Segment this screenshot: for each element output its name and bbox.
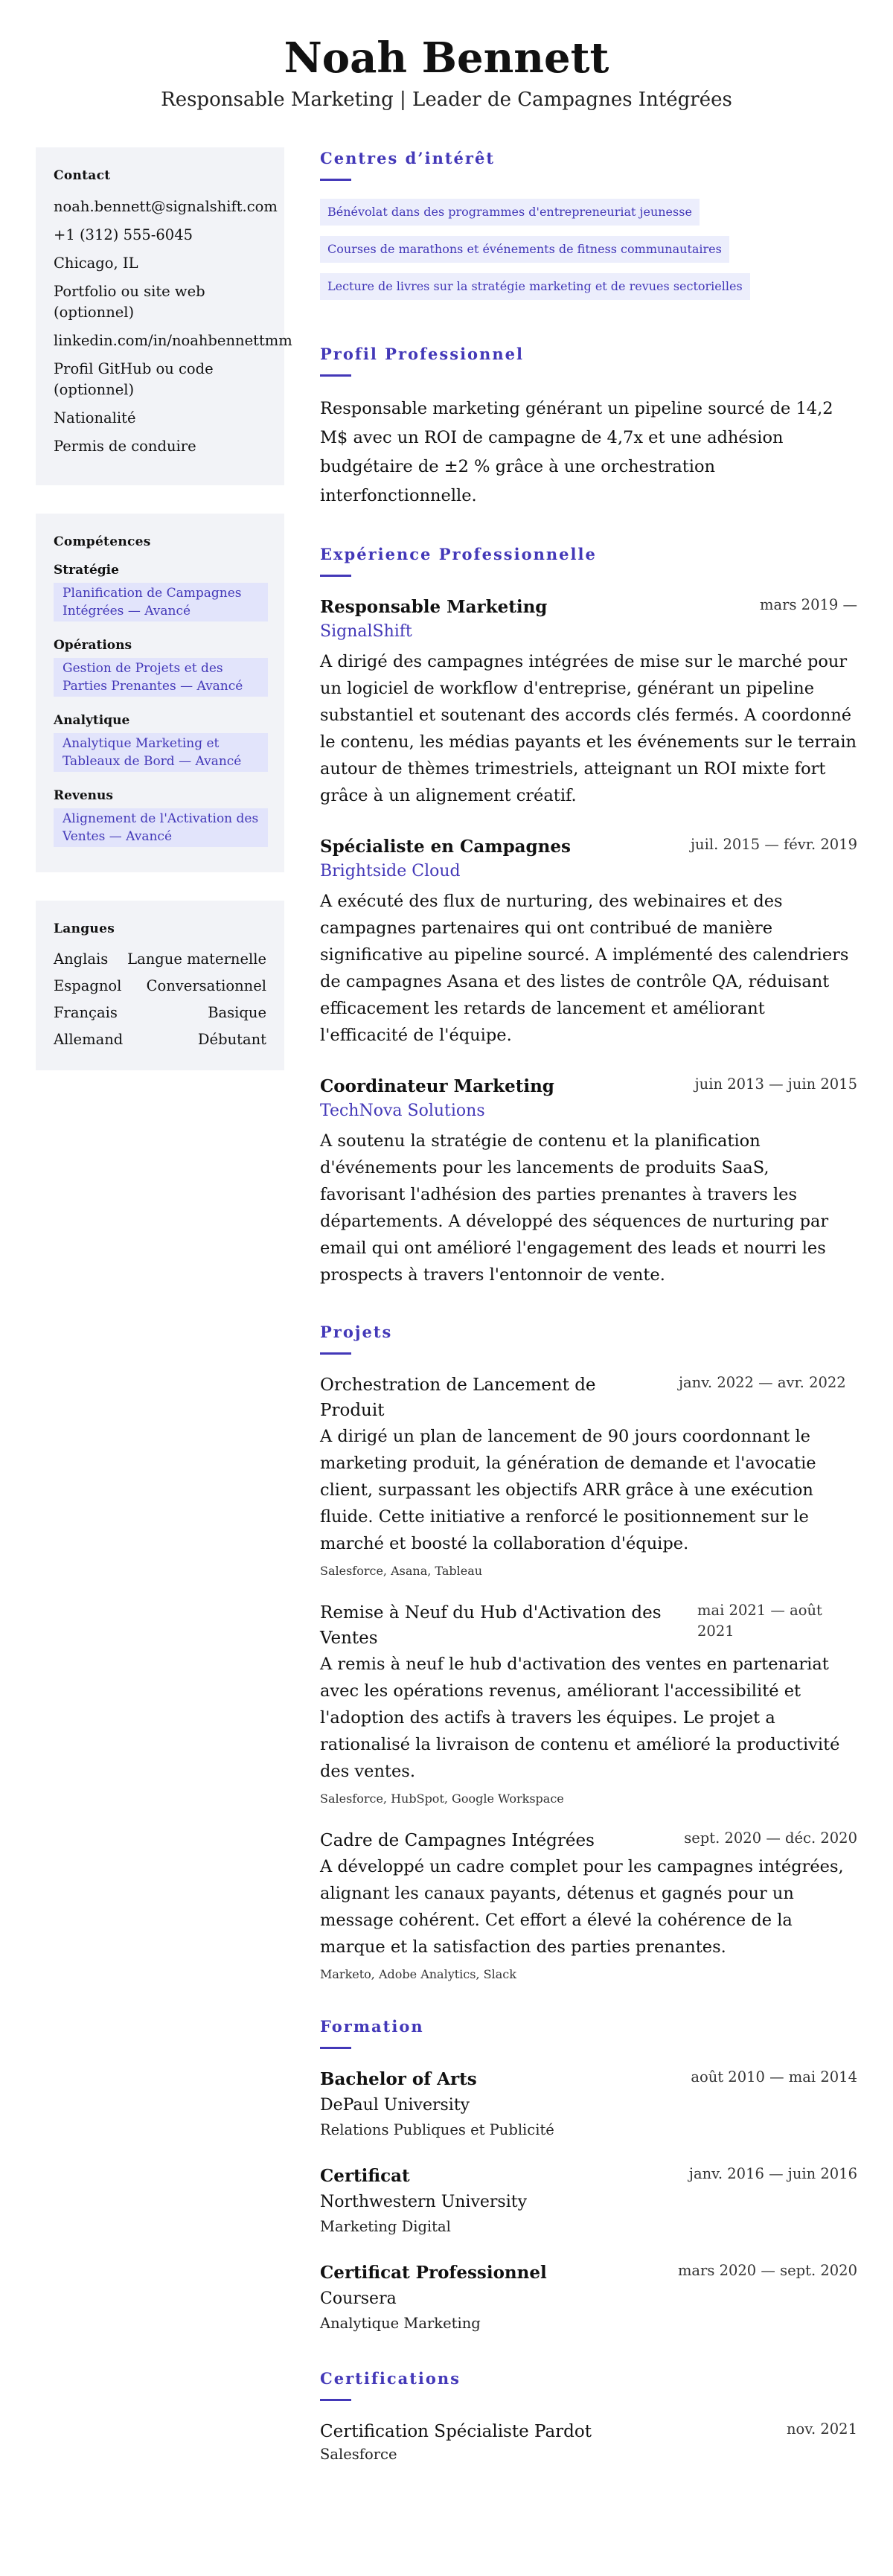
project-name: Remise à Neuf du Hub d'Activation des Ventes xyxy=(320,1603,662,1648)
job-title: Coordinateur Marketing xyxy=(320,1076,554,1096)
interest-chip: Courses de marathons et événements de fitness communautaires xyxy=(320,236,729,263)
sidebar xyxy=(36,147,292,2498)
resume-header xyxy=(36,0,857,119)
section-divider xyxy=(320,575,351,577)
skills-title: Compétences xyxy=(54,534,151,549)
language-row xyxy=(54,977,266,996)
certification-issuer: Salesforce xyxy=(320,2446,397,2463)
project-description: A développé un cadre complet pour les campagnes intégrées, alignant les canaux payants, détenus et gagnés pour un message cohérent. Cet effort a élevé la cohérence de la marque et la satisfaction des parties prenantes. xyxy=(320,1857,844,1957)
language-level: Basique xyxy=(208,1004,266,1021)
certification-entry xyxy=(320,2419,857,2465)
language-row xyxy=(54,1003,266,1023)
language-name: Espagnol xyxy=(54,977,122,994)
contact-phone[interactable]: +1 (312) 555-6045 xyxy=(54,226,193,243)
interest-chip: Lecture de livres sur la stratégie marketing et de revues sectorielles xyxy=(320,273,750,300)
candidate-headline: Responsable Marketing | Leader de Campagnes Intégrées xyxy=(161,89,732,111)
language-level: Conversationnel xyxy=(146,977,266,994)
contact-nationality: Nationalité xyxy=(54,409,136,426)
entry-header xyxy=(320,834,857,860)
experience-entry xyxy=(320,595,857,809)
entry-header xyxy=(320,2164,857,2189)
project-entry xyxy=(320,1600,857,1807)
job-description: A soutenu la stratégie de contenu et la planification d'événements pour les lancements de produits SaaS, favorisant l'adhésion des parties prenantes à travers les départements. A développé des séquences de nurturing par email qui ont amélioré l'engagement des leads et nourri les prospects à travers l'entonnoir de vente. xyxy=(320,1131,829,1285)
main-content xyxy=(320,147,857,2498)
company-name: TechNova Solutions xyxy=(320,1102,485,1120)
field-of-study: Marketing Digital xyxy=(320,2218,451,2235)
project-entry xyxy=(320,1828,857,1983)
section-title: Expérience Professionnelle xyxy=(320,545,597,563)
skill-group xyxy=(54,638,266,697)
language-name: Anglais xyxy=(54,950,109,968)
project-name: Cadre de Campagnes Intégrées xyxy=(320,1831,595,1850)
project-tools: Marketo, Adobe Analytics, Slack xyxy=(320,1967,516,1981)
job-title: Spécialiste en Campagnes xyxy=(320,837,571,857)
section-divider xyxy=(320,2047,351,2049)
contact-email[interactable]: noah.bennett@signalshift.com xyxy=(54,198,278,215)
job-description: A dirigé des campagnes intégrées de mise sur le marché pour un logiciel de workflow d'entreprise, générant un pipeline substantiel et soutenant des accords clés fermés. A coordonné le contenu, les médias payants et les événements sur le terrain autour de thèmes trimestriels, atteignant un ROI mixte fort grâce à un alignement créatif. xyxy=(320,652,857,805)
entry-header xyxy=(320,1828,857,1853)
job-title: Responsable Marketing xyxy=(320,597,548,617)
profile-section xyxy=(320,343,857,511)
language-level: Langue maternelle xyxy=(127,950,266,968)
certification-name: Certification Spécialiste Pardot xyxy=(320,2422,592,2441)
education-entry xyxy=(320,2164,857,2238)
skill-group-title: Analytique xyxy=(54,713,130,728)
degree-name: Certificat xyxy=(320,2166,410,2186)
skill-chip: Gestion de Projets et des Parties Prenantes — Avancé xyxy=(54,658,268,697)
institution-name: Northwestern University xyxy=(320,2193,528,2211)
section-title: Profil Professionnel xyxy=(320,345,524,363)
projects-section xyxy=(320,1321,857,1983)
interest-chip: Bénévolat dans des programmes d'entrepreneuriat jeunesse xyxy=(320,199,700,226)
section-divider xyxy=(320,374,351,377)
entry-header xyxy=(320,2419,857,2444)
company-name: Brightside Cloud xyxy=(320,862,461,880)
certifications-section xyxy=(320,2368,857,2465)
skill-chip: Planification de Campagnes Intégrées — Avancé xyxy=(54,583,268,621)
contact-location: Chicago, IL xyxy=(54,255,138,272)
section-divider xyxy=(320,2399,351,2401)
interests-section xyxy=(320,147,857,310)
contact-portfolio[interactable]: Portfolio ou site web (optionnel) xyxy=(54,283,205,321)
contact-github[interactable]: Profil GitHub ou code (optionnel) xyxy=(54,360,214,398)
project-description: A remis à neuf le hub d'activation des ventes en partenariat avec les opérations revenus, améliorant l'accessibilité et l'adoption des actifs à travers les équipes. Le projet a rationalisé la livraison de contenu et amélioré la productivité des ventes. xyxy=(320,1655,840,1781)
entry-header xyxy=(320,2067,857,2092)
project-name: Orchestration de Lancement de Produit xyxy=(320,1375,596,1420)
skill-group xyxy=(54,713,266,772)
section-divider xyxy=(320,1352,351,1355)
section-title: Projets xyxy=(320,1323,393,1341)
skills-card xyxy=(36,514,284,872)
job-description: A exécuté des flux de nurturing, des webinaires et des campagnes partenaires qui ont contribué de manière significative au pipeline sourcé. A implémenté des calendriers de campagnes Asana et des listes de contrôle QA, réduisant efficacement les retards de lancement et améliorant l'efficacité de l'équipe. xyxy=(320,892,849,1045)
education-section xyxy=(320,2016,857,2335)
experience-section xyxy=(320,543,857,1288)
education-dates: mars 2020 — sept. 2020 xyxy=(677,2262,857,2279)
skill-chip: Analytique Marketing et Tableaux de Bord — Avancé xyxy=(54,733,268,772)
contact-linkedin[interactable]: linkedin.com/in/noahbennettmm xyxy=(54,332,292,349)
company-name: SignalShift xyxy=(320,622,412,641)
field-of-study: Relations Publiques et Publicité xyxy=(320,2121,554,2138)
field-of-study: Analytique Marketing xyxy=(320,2315,481,2332)
language-name: Allemand xyxy=(54,1031,124,1048)
certification-date: nov. 2021 xyxy=(786,2420,857,2438)
skill-group-title: Revenus xyxy=(54,788,113,803)
section-title: Centres d’intérêt xyxy=(320,149,496,167)
entry-header xyxy=(320,2260,857,2286)
project-tools: Salesforce, Asana, Tableau xyxy=(320,1564,483,1578)
skill-group xyxy=(54,563,266,621)
language-name: Français xyxy=(54,1004,118,1021)
language-row xyxy=(54,950,266,969)
education-dates: janv. 2016 — juin 2016 xyxy=(688,2165,857,2182)
job-dates: mars 2019 — xyxy=(760,596,857,613)
contact-title: Contact xyxy=(54,168,111,183)
language-level: Débutant xyxy=(197,1031,266,1048)
job-dates: juin 2013 — juin 2015 xyxy=(694,1076,857,1093)
project-description: A dirigé un plan de lancement de 90 jours coordonnant le marketing produit, la génération de demande et l'avocatie client, surpassant les objectifs ARR grâce à une exécution fluide. Cette initiative a renforcé le positionnement sur le marché et boosté la collaboration d'équipe. xyxy=(320,1427,816,1553)
languages-title: Langues xyxy=(54,921,115,936)
entry-header xyxy=(320,595,857,620)
languages-card xyxy=(36,901,284,1070)
entry-header xyxy=(320,1600,857,1651)
education-entry xyxy=(320,2067,857,2141)
entry-header xyxy=(320,1372,857,1423)
profile-summary: Responsable marketing générant un pipeline sourcé de 14,2 M$ avec un ROI de campagne de 4,7x et une adhésion budgétaire de ±2 % grâce à une orchestration interfonctionnelle. xyxy=(320,399,833,505)
contact-driving-license: Permis de conduire xyxy=(54,438,196,455)
language-row xyxy=(54,1030,266,1049)
institution-name: DePaul University xyxy=(320,2096,470,2115)
section-title: Formation xyxy=(320,2017,424,2036)
section-title: Certifications xyxy=(320,2369,461,2388)
project-entry xyxy=(320,1372,857,1579)
entry-header xyxy=(320,1074,857,1099)
experience-entry xyxy=(320,1074,857,1288)
degree-name: Bachelor of Arts xyxy=(320,2069,477,2089)
skill-group xyxy=(54,788,266,847)
project-dates: mai 2021 — août 2021 xyxy=(697,1602,822,1640)
project-dates: janv. 2022 — avr. 2022 xyxy=(679,1374,846,1391)
contact-card xyxy=(36,147,292,485)
skill-group-title: Opérations xyxy=(54,638,132,653)
degree-name: Certificat Professionnel xyxy=(320,2263,547,2283)
resume-layout xyxy=(36,147,857,2498)
project-tools: Salesforce, HubSpot, Google Workspace xyxy=(320,1792,564,1806)
section-divider xyxy=(320,179,351,181)
skill-chip: Alignement de l'Activation des Ventes — Avancé xyxy=(54,808,268,847)
skill-group-title: Stratégie xyxy=(54,563,119,578)
education-entry xyxy=(320,2260,857,2335)
experience-entry xyxy=(320,834,857,1049)
interest-list xyxy=(320,199,857,310)
project-dates: sept. 2020 — déc. 2020 xyxy=(684,1829,857,1847)
job-dates: juil. 2015 — févr. 2019 xyxy=(691,836,857,853)
candidate-name: Noah Bennett xyxy=(284,33,609,83)
education-dates: août 2010 — mai 2014 xyxy=(691,2068,857,2086)
institution-name: Coursera xyxy=(320,2289,397,2308)
